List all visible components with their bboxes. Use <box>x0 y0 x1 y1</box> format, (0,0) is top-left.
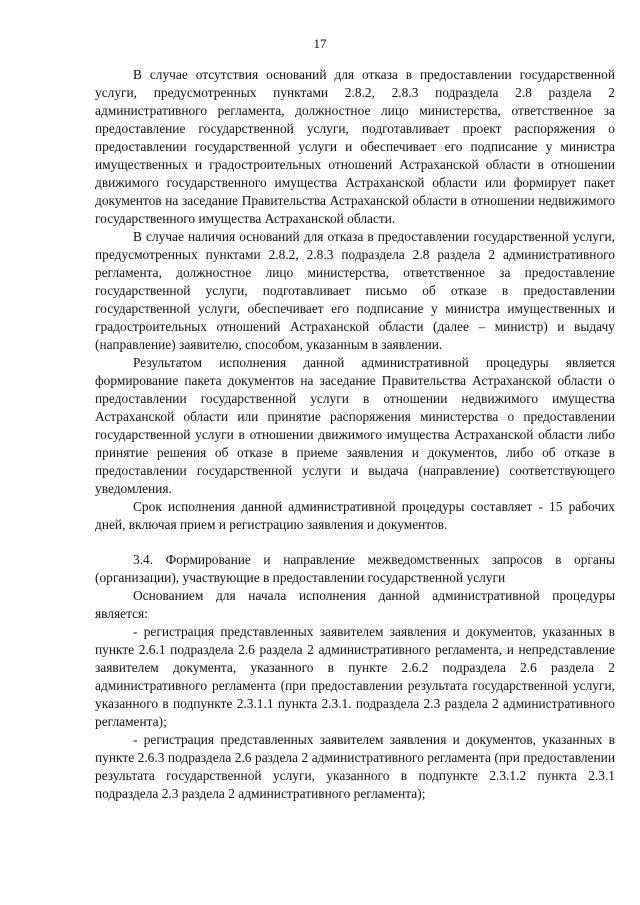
document-body <box>95 66 615 803</box>
paragraph-refusal-grounds: В случае наличия оснований для отказа в предоставлении государственной услуги, предусмотренных пунктами 2.8.2, 2.8.3 подраздела 2.8 раздела 2 административного регламента, должностное лицо министерства, ответственное за предоставление государственной услуги, подготавливает письмо об отказе в предоставлении государственной услуги, обеспечивает его подписание у министра имущественных и градостроительных отношений Астраханской области (далее – министр) и выдачу (направление) заявителю, способом, указанным в заявлении. <box>95 229 615 352</box>
paragraph-procedure-result: Результатом исполнения данной административной процедуры является формирование пакета документов на заседание Правительства Астраханской области о предоставлении государственной услуги в отношении недвижимого имущества Астраханской области или принятие распоряжения министерства о предоставлении государственной услуги в отношении движимого имущества Астраханской области либо принятие решения об отказе в приеме заявления и документов, либо об отказе в предоставлении государственной услуги и выдача (направление) соответствующего уведомления. <box>95 355 615 496</box>
section-heading: 3.4. Формирование и направление межведомственных запросов в органы (организации), участвующие в предоставлении государственной услуги <box>95 552 615 585</box>
paragraph-procedure-basis: Основанием для начала исполнения данной административной процедуры является: <box>95 588 615 621</box>
paragraph-no-refusal-grounds: В случае отсутствия оснований для отказа в предоставлении государственной услуги, предусмотренных пунктами 2.8.2, 2.8.3 подраздела 2.8 раздела 2 административного регламента, должностное лицо министерства, ответственное за предоставление государственной услуги, подготавливает проект распоряжения о предоставлении государственной услуги и обеспечивает его подписание у министра имущественных и градостроительных отношений Астраханской области в отношении движимого государственного имущества Астраханской области или формирует пакет документов на заседание Правительства Астраханской области в отношении недвижимого государственного имущества Астраханской области. <box>95 67 615 226</box>
list-item-basis-2: - регистрация представленных заявителем заявления и документов, указанных в пункте 2.6.3 подраздела 2.6 раздела 2 административного регламента (при предоставлении результата государственной услуги, указанного в подпункте 2.3.1.2 пункта 2.3.1 подраздела 2.3 раздела 2 административного регламента); <box>95 732 615 801</box>
list-item-basis-1: - регистрация представленных заявителем заявления и документов, указанных в пункте 2.6.1 подраздела 2.6 раздела 2 административного регламента, и непредставление заявителем документа, указанного в пункте 2.6.2 подраздела 2.6 раздела 2 административного регламента (при предоставлении результата государственной услуги, указанного в подпункте 2.3.1.1 пункта 2.3.1. подраздела 2.3 раздела 2 административного регламента); <box>95 624 615 729</box>
section-spacer <box>95 534 615 551</box>
page-number: 17 <box>313 36 327 51</box>
paragraph-procedure-term: Срок исполнения данной административной процедуры составляет - 15 рабочих дней, включая прием и регистрацию заявления и документов. <box>95 499 615 532</box>
